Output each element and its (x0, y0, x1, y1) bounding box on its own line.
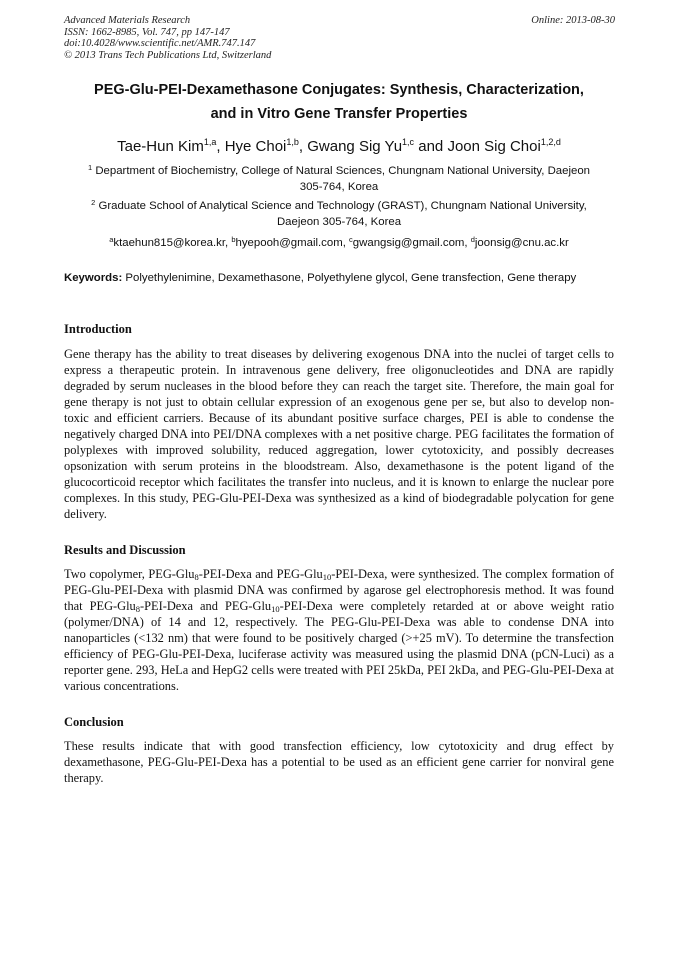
author-name: Hye Choi (224, 138, 287, 155)
email-link[interactable]: joonsig@cnu.ac.kr (474, 237, 569, 249)
affiliation-line: 305-764, Korea (299, 181, 379, 193)
results-text: -PEI-Dexa and PEG-Glu (140, 599, 272, 613)
email-mark: d (470, 235, 475, 244)
title-line-1: PEG-Glu-PEI-Dexamethasone Conjugates: Synthesis, Characterization, (94, 82, 584, 98)
author-name: Joon Sig Choi (447, 138, 541, 155)
email-mark: a (109, 235, 114, 244)
affiliation-number: 1 (87, 163, 93, 172)
email-link[interactable]: hyepooh@gmail.com (235, 237, 343, 249)
subscript: 8 (135, 604, 141, 614)
author-affiliation-mark: 1,2,d (540, 137, 561, 147)
journal-issn: ISSN: 1662-8985, Vol. 747, pp 147-147 (64, 26, 230, 38)
results-text: Two copolymer, PEG-Glu (64, 567, 195, 581)
keywords-text: Polyethylenimine, Dexamethasone, Polyethylene glycol, Gene transfection, Gene therapy (125, 272, 577, 284)
section-heading-results: Results and Discussion (64, 543, 186, 557)
email-separator: , (464, 237, 471, 249)
results-paragraph (64, 566, 614, 694)
author-name: Tae-Hun Kim (117, 138, 204, 155)
author-list (30, 137, 648, 157)
results-text: -PEI-Dexa were completely retarded at or above weight ratio (polymer/DNA) of 14 and 12, respectively. The PEG-Glu-PEI-Dexa was able to condense DNA into nanoparticles (<132 nm) that were found to be positively charged (>+25 mV). To determine the transfection efficiency of PEG-Glu-PEI-Dexa, luciferase activity was measured using the plasmid DNA (pCN-Luci) as a reporter gene. 293, HeLa and HepG2 cells were treated with PEI 25kDa, PEI 2kDa, and PEG-Glu-PEI-Dexa at various concentrations. (64, 599, 615, 693)
online-date: Online: 2013-08-30 (531, 15, 615, 26)
affiliation-number: 2 (91, 198, 96, 207)
email-list (40, 235, 638, 251)
subscript: 10 (271, 604, 280, 614)
title-line-2: and in Vitro Gene Transfer Properties (210, 106, 468, 122)
author-separator: , (298, 138, 308, 155)
conclusion-paragraph: These results indicate that with good transfection efficiency, low cytotoxicity and drug effect by dexamethasone, PEG-Glu-PEI-Dexa has a potential to be used as an efficient gene carrier for nonviral gene therapy. (64, 739, 614, 785)
introduction-paragraph: Gene therapy has the ability to treat diseases by delivering exogenous DNA into the nuclei of target cells to express a therapeutic protein. In intravenous gene delivery, free oligonucleotides and DNA are rapidly degraded by serum nucleases in the blood before they can reach the target site. Therefore, the main goal for gene therapy is not just to obtain cellular expression of an exogenous gene per se, but also to develop non-toxic and efficient carriers. Because of its abundant positive surface charges, PEI is able to condense the negatively charged DNA into PEI/DNA complexes with a net positive charge. PEG facilitates the formation of polyplexes with improved solubility, reduced aggregation, lower cytotoxicity, and possibly decreases opsonization with serum proteins in the bloodstream. Also, dexamethasone is the potent ligand of the glucocorticoid receptor which facilitates the transfer into nucleus, and it is known to enlarge the nuclear pore complexes. In this study, PEG-Glu-PEI-Dexa was synthesized as a kind of biodegradable polycation for gene delivery. (64, 347, 614, 521)
author-affiliation-mark: 1,b (286, 137, 299, 147)
author-separator: and (414, 138, 448, 155)
journal-name: Advanced Materials Research (64, 15, 191, 26)
email-link[interactable]: ktaehun815@korea.kr (113, 237, 226, 249)
affiliation-1 (64, 163, 614, 195)
affiliation-line: Department of Biochemistry, College of Natural Sciences, Chungnam National University, Daejeon (95, 165, 590, 177)
subscript: 10 (322, 572, 332, 582)
affiliation-2 (64, 198, 614, 230)
author-affiliation-mark: 1,c (402, 137, 415, 147)
results-text: -PEI-Dexa, were synthesized. The complex formation of PEG-Glu-PEI-Dexa with plasmid DNA was confirmed by agarose gel electrophoresis method. It was found that PEG-Glu (64, 567, 615, 613)
journal-info (64, 15, 271, 61)
section-heading-conclusion: Conclusion (64, 715, 124, 729)
affiliation-line: Graduate School of Analytical Science and Technology (GRAST), Chungnam National University, (98, 200, 587, 212)
subscript: 8 (194, 572, 199, 582)
journal-doi: doi:10.4028/www.scientific.net/AMR.747.147 (64, 38, 256, 49)
author-name: Gwang Sig Yu (307, 138, 403, 155)
author-affiliation-mark: 1,a (203, 137, 217, 147)
email-separator: , (342, 237, 350, 249)
results-text: -PEI-Dexa and PEG-Glu (198, 567, 323, 581)
paper-title (50, 78, 628, 126)
author-separator: , (216, 138, 225, 155)
affiliation-line: Daejeon 305-764, Korea (276, 216, 402, 228)
keywords-label: Keywords: (64, 272, 123, 284)
keywords (64, 270, 614, 286)
journal-copyright: © 2013 Trans Tech Publications Ltd, Switzerland (64, 49, 272, 61)
email-link[interactable]: gwangsig@gmail.com (352, 237, 465, 249)
email-separator: , (225, 237, 232, 249)
section-heading-introduction: Introduction (64, 322, 132, 336)
email-mark: c (349, 235, 353, 244)
email-mark: b (231, 235, 236, 244)
